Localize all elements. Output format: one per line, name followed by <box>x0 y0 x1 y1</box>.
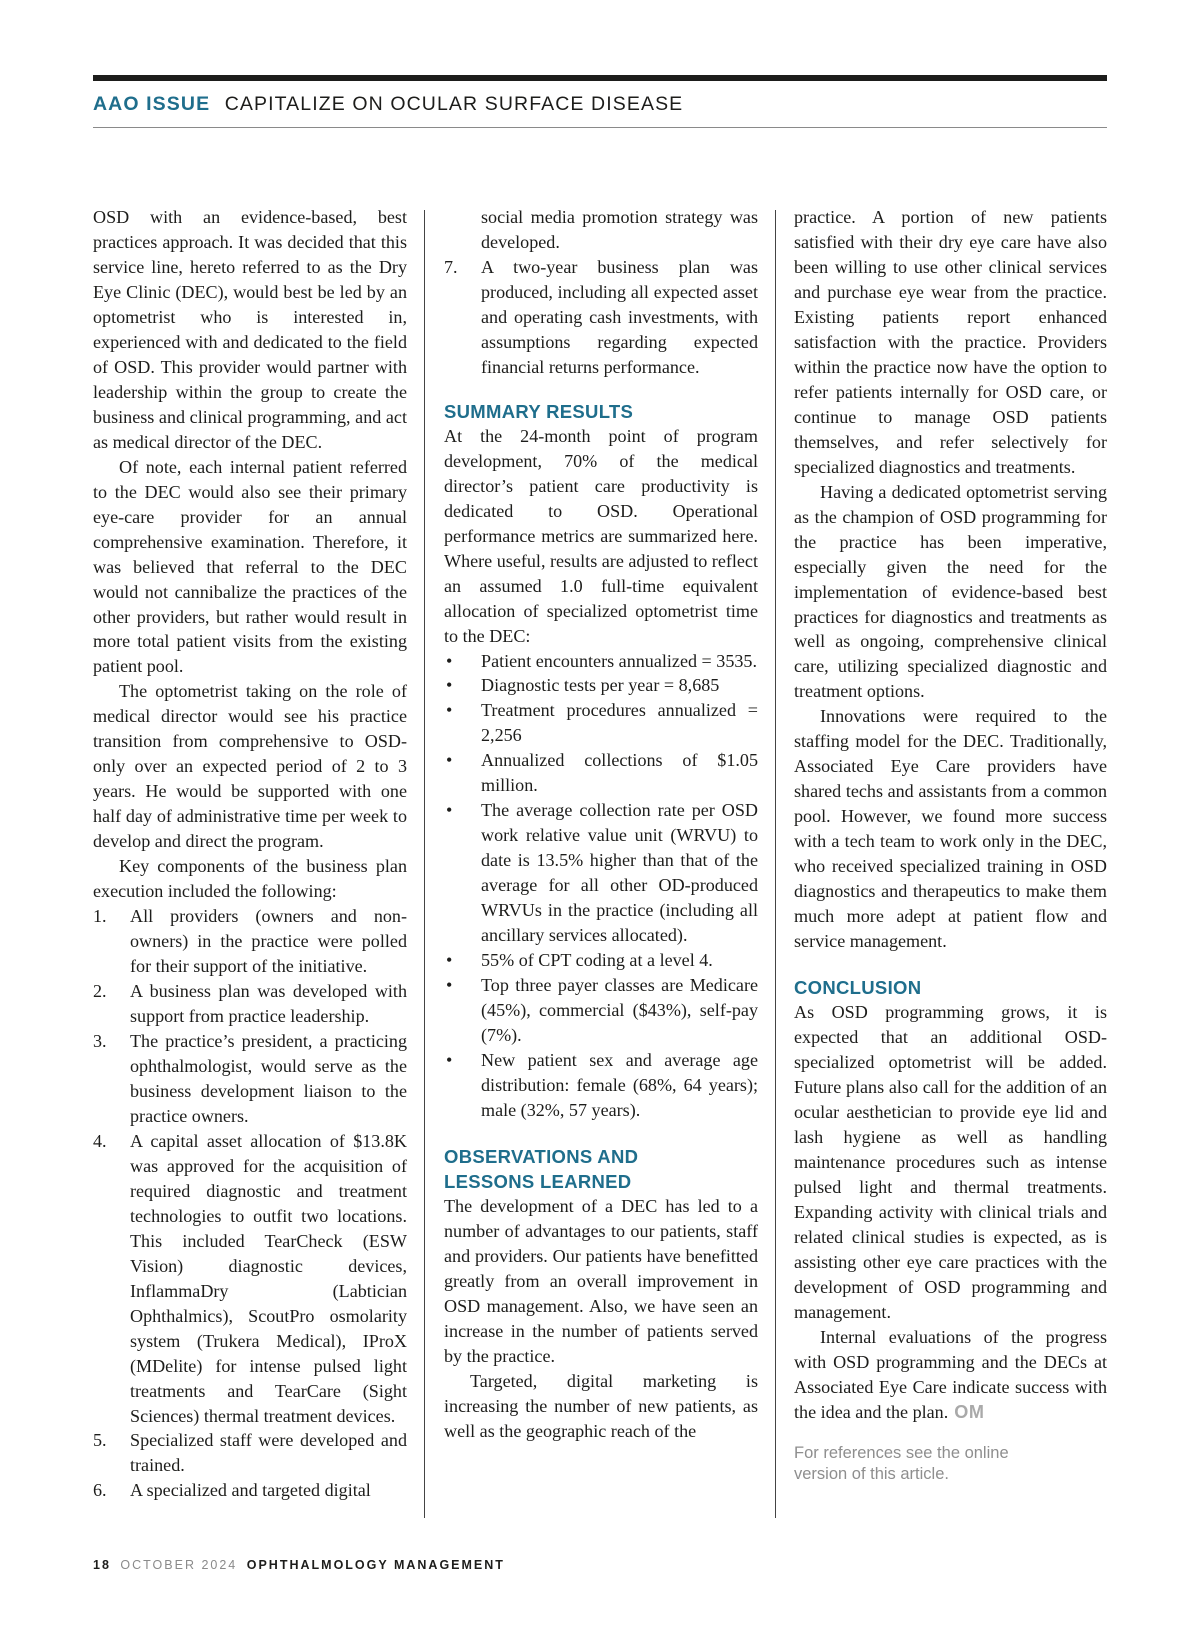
list-item: 2. A business plan was developed with support from practice leadership. <box>93 981 407 1026</box>
paragraph: Innovations were required to the staffing model for the DEC. Traditionally, Associated Eye Care providers have shared techs and assistants from a common pool. However, we found more success with a tech team to work only in the DEC, who received specialized training in OSD diagnostics and therapeutics to make them much more adept at patient flow and service management. <box>794 706 1107 952</box>
paragraph: Having a dedicated optometrist serving as the champion of OSD programming for the practice has been imperative, especially given the need for the implementation of evidence-based best practices for diagnostics and treatments as well as ongoing, comprehensive clinical care, utilizing specialized diagnostic and treatment options. <box>794 481 1107 702</box>
paragraph: As OSD programming grows, it is expected that an additional OSD-specialized optometrist will be added. Future plans also call for the addition of an ocular aesthetician to provide eye lid and lash hygiene as well as handling maintenance procedures such as intense pulsed light and thermal treatments. Expanding activity with clinical trials and related clinical studies is expected, as is assisting other eye care practices with the development of OSD programming and management. <box>794 1002 1107 1322</box>
list-item: • Diagnostic tests per year = 8,685 <box>446 675 720 696</box>
list-item: • 55% of CPT coding at a level 4. <box>446 950 713 971</box>
section-header <box>93 93 683 116</box>
list-item: 1. All providers (owners and non-owners) in the practice were polled for their support of the initiative. <box>93 906 407 977</box>
paragraph: The optometrist taking on the role of medical director would see his practice transition from comprehensive to OSD-only over an expected period of 2 to 3 years. He would be supported with one half day of administrative time per week to develop and direct the program. <box>93 681 407 852</box>
article-section-title: CAPITALIZE ON OCULAR SURFACE DISEASE <box>224 93 684 115</box>
paragraph: Targeted, digital marketing is increasing the number of new patients, as well as the geographic reach of the <box>444 1370 758 1441</box>
references-note: For references see the online version of this article. <box>794 1443 1009 1483</box>
business-plan-list-continued <box>444 205 758 380</box>
column-2 <box>444 205 758 1444</box>
column-1 <box>93 205 407 1503</box>
column-3 <box>794 205 1107 1485</box>
end-mark: OM <box>954 1401 985 1422</box>
list-item: 6. A specialized and targeted digital <box>93 1480 371 1501</box>
list-item: • The average collection rate per OSD work relative value unit (WRVU) to date is 13.5% higher than that of the average for all other OD-produced WRVUs in the practice (including all ancillary services allocated). <box>446 800 758 946</box>
magazine-name: OPHTHALMOLOGY MANAGEMENT <box>246 1558 505 1572</box>
header-bottom-rule <box>93 127 1107 128</box>
paragraph: Of note, each internal patient referred to the DEC would also see their primary eye-care provider for an annual comprehensive examination. Therefore, it was believed that referral to the DEC would not cannibalize the practices of the other providers, but rather would result in more total patient visits from the existing patient pool. <box>93 456 407 677</box>
paragraph: Internal evaluations of the progress with OSD programming and the DECs at Associated Eye Care indicate success with the idea and the plan. OM <box>794 1326 1107 1422</box>
column-divider <box>424 210 425 1518</box>
paragraph: Key components of the business plan execution included the following: <box>93 856 407 902</box>
list-item: • Annualized collections of $1.05 million. <box>446 750 758 796</box>
page-footer <box>93 1558 505 1572</box>
paragraph: OSD with an evidence-based, best practices approach. It was decided that this service line, hereto referred to as the Dry Eye Clinic (DEC), would best be led by an optometrist who is interested in, experienced with and dedicated to the field of OSD. This provider would partner with leadership within the group to create the business and clinical programming, and act as medical director of the DEC. <box>93 207 407 452</box>
list-item: • Patient encounters annualized = 3535. <box>446 650 758 671</box>
list-item: 7. A two-year business plan was produced, including all expected asset and operating cash investments, with assumptions regarding expected financial returns performance. <box>444 256 758 377</box>
paragraph: The development of a DEC has led to a number of advantages to our patients, staff and providers. Our patients have benefitted greatly from an overall improvement in OSD management. Also, we have seen an increase in the number of patients served by the practice. <box>444 1195 758 1366</box>
column-divider <box>775 210 776 1518</box>
list-item: • Top three payer classes are Medicare (45%), commercial ($43%), self-pay (7%). <box>446 975 758 1046</box>
paragraph: At the 24-month point of program development, 70% of the medical director’s patient care productivity is dedicated to OSD. Operational performance metrics are summarized here. Where useful, results are adjusted to reflect an assumed 1.0 full-time equivalent allocation of specialized optometrist time to the DEC: <box>444 425 758 646</box>
results-bullet-list <box>444 649 758 1123</box>
summary-results-heading: SUMMARY RESULTS <box>444 400 634 422</box>
list-item: 5. Specialized staff were developed and trained. <box>93 1430 407 1476</box>
issue-tag: AAO ISSUE <box>93 93 211 115</box>
observations-heading: OBSERVATIONS AND LESSONS LEARNED <box>444 1145 639 1192</box>
list-item: • New patient sex and average age distribution: female (68%, 64 years); male (32%, 57 years). <box>446 1050 758 1120</box>
conclusion-heading: CONCLUSION <box>794 977 922 999</box>
list-item: 4. A capital asset allocation of $13.8K was approved for the acquisition of required diagnostic and treatment technologies to outfit two locations. This included TearCheck (ESW Vision) diagnostic devices, InflammaDry (Labtician Ophthalmics), ScoutPro osmolarity system (Trukera Medical), IProX (MDelite) for intense pulsed light treatments and TearCare (Sight Sciences) thermal treatment devices. <box>93 1130 407 1426</box>
business-plan-list <box>93 904 407 1503</box>
list-item: social media promotion strategy was developed. <box>481 207 758 252</box>
paragraph: practice. A portion of new patients satisfied with their dry eye care have also been willing to use other clinical services and purchase eye wear from the practice. Existing patients report enhanced satisfaction with the practice. Providers within the practice now have the option to refer patients internally for OSD care, or continue to manage OSD patients themselves, and refer selectively for specialized diagnostics and treatments. <box>794 207 1107 477</box>
header-top-rule <box>93 75 1107 81</box>
issue-date: OCTOBER 2024 <box>120 1558 238 1572</box>
list-item: 3. The practice’s president, a practicing ophthalmologist, would serve as the business development liaison to the practice owners. <box>93 1030 407 1126</box>
list-item: • Treatment procedures annualized = 2,256 <box>446 700 758 746</box>
page-number: 18 <box>93 1558 111 1572</box>
